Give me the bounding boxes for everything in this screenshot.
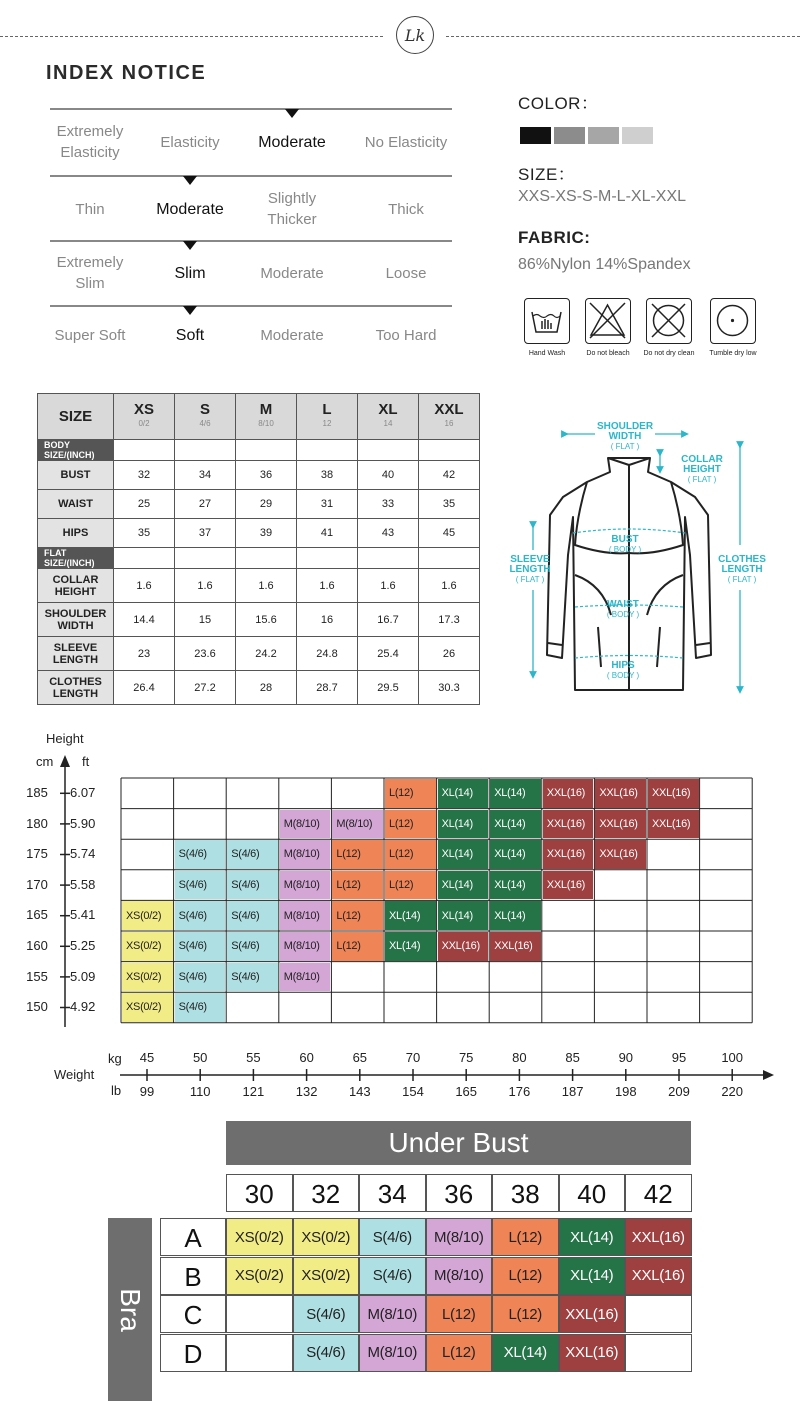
index-option: Slim: [174, 264, 206, 282]
care-label-hand-wash: Hand Wash: [528, 350, 566, 357]
height-cm-label: 180: [26, 815, 48, 831]
bra-size-cell: XXL(16): [559, 1334, 626, 1372]
size-cell: S(4/6): [175, 963, 226, 992]
size-cell: L(12): [332, 901, 383, 930]
height-cm-label: 150: [26, 999, 48, 1015]
weight-kg-label: 75: [458, 1050, 474, 1065]
table-cell: 37: [175, 519, 236, 548]
table-cell: 24.8: [297, 637, 358, 671]
weight-lb-label: 154: [402, 1084, 424, 1099]
size-cell: S(4/6): [227, 901, 278, 930]
bra-size-cell: [625, 1295, 692, 1333]
cup-label: B: [160, 1257, 226, 1295]
size-cell: L(12): [385, 779, 436, 808]
bra-size-cell: XXL(16): [625, 1257, 692, 1295]
size-cell: XXL(16): [438, 932, 489, 961]
index-option: Extremely Elasticity: [56, 123, 124, 161]
bra-size-cell: XS(0/2): [226, 1218, 293, 1256]
table-cell: 24.2: [236, 637, 297, 671]
table-cell: 26.4: [114, 671, 175, 705]
size-cell: S(4/6): [175, 993, 226, 1022]
cup-label: A: [160, 1218, 226, 1256]
size-cell: XL(14): [490, 840, 541, 869]
size-cell: XL(14): [385, 901, 436, 930]
height-ft-label: 5.58: [70, 876, 96, 892]
bra-size-cell: L(12): [492, 1257, 559, 1295]
size-cell: S(4/6): [175, 840, 226, 869]
size-cell: XL(14): [490, 779, 541, 808]
weight-kg-label: 70: [405, 1050, 421, 1065]
bra-side-label-text: Bra: [115, 1287, 146, 1332]
weight-kg-label: 95: [671, 1050, 687, 1065]
size-cell: XL(14): [385, 932, 436, 961]
bra-size-cell: XXL(16): [559, 1295, 626, 1333]
table-cell: 35: [114, 519, 175, 548]
size-cell: S(4/6): [227, 932, 278, 961]
row-label: COLLAR HEIGHT: [38, 569, 114, 603]
table-cell: 17.3: [419, 603, 480, 637]
weight-kg-label: 60: [299, 1050, 314, 1065]
index-option: Loose: [385, 264, 427, 282]
table-cell: 32: [114, 461, 175, 490]
index-option: Soft: [175, 326, 205, 344]
under-bust-band: 30: [226, 1174, 293, 1212]
table-cell: 1.6: [114, 569, 175, 603]
size-name: XXL: [434, 400, 464, 418]
size-us-number: 12: [322, 418, 332, 428]
index-option: Extremely Slim: [56, 254, 124, 292]
height-axis-label: Height: [46, 731, 84, 746]
bra-side-label: [108, 1218, 152, 1401]
under-bust-band: 32: [293, 1174, 360, 1212]
size-cell: M(8/10): [280, 932, 331, 961]
ft-unit-label: ft: [82, 754, 90, 769]
table-cell: 15.6: [236, 603, 297, 637]
bra-size-cell: [625, 1334, 692, 1372]
height-ft-label: 4.92: [70, 999, 96, 1015]
size-cell: XL(14): [490, 810, 541, 839]
care-label-no-dry-clean: Do not dry clean: [643, 350, 695, 357]
fabric-label: FABRIC:: [518, 228, 591, 247]
size-cell: XS(0/2): [122, 901, 173, 930]
table-cell: 28: [236, 671, 297, 705]
care-label-tumble-dry: Tumble dry low: [709, 350, 757, 357]
collar-height-label: COLLAR HEIGHT ( FLAT ): [681, 454, 723, 484]
size-name: S: [199, 400, 210, 418]
hips-label: HIPS ( BODY ): [606, 660, 640, 680]
under-bust-band: 34: [359, 1174, 426, 1212]
table-cell: 43: [358, 519, 419, 548]
row-label: CLOTHES LENGTH: [38, 671, 114, 705]
weight-kg-label: 50: [192, 1050, 208, 1065]
height-ft-label: 5.90: [70, 815, 96, 831]
table-cell: 29: [236, 490, 297, 519]
size-cell: S(4/6): [227, 840, 278, 869]
size-cell: L(12): [385, 871, 436, 900]
bra-size-cell: M(8/10): [426, 1257, 493, 1295]
size-cell: XXL(16): [648, 779, 699, 808]
size-cell: XXL(16): [543, 810, 594, 839]
bra-size-cell: XS(0/2): [293, 1257, 360, 1295]
size-cell: XXL(16): [595, 779, 646, 808]
bra-size-cell: S(4/6): [359, 1257, 426, 1295]
table-cell: 1.6: [297, 569, 358, 603]
sleeve-length-label: SLEEVE LENGTH ( FLAT ): [509, 554, 551, 584]
size-us-number: 14: [383, 418, 393, 428]
size-cell: XXL(16): [595, 840, 646, 869]
bra-size-cell: S(4/6): [359, 1218, 426, 1256]
weight-lb-label: 121: [242, 1084, 265, 1099]
table-cell: 38: [297, 461, 358, 490]
table-cell: 27.2: [175, 671, 236, 705]
weight-kg-label: 90: [618, 1050, 634, 1065]
row-label: HIPS: [38, 519, 114, 548]
height-cm-label: 165: [26, 907, 48, 923]
bust-label: BUST ( BODY ): [608, 534, 642, 554]
size-cell: S(4/6): [175, 901, 226, 930]
bra-size-cell: L(12): [492, 1295, 559, 1333]
weight-lb-label: 187: [561, 1084, 584, 1099]
table-cell: 1.6: [358, 569, 419, 603]
size-corner-header: SIZE: [38, 394, 114, 440]
bra-size-cell: L(12): [426, 1295, 493, 1333]
size-cell: XL(14): [438, 871, 489, 900]
table-cell: 40: [358, 461, 419, 490]
size-us-number: 8/10: [258, 418, 274, 428]
height-ft-label: 5.25: [70, 938, 96, 953]
table-cell: 36: [236, 461, 297, 490]
under-bust-band: 38: [492, 1174, 559, 1212]
size-cell: XXL(16): [648, 810, 699, 839]
height-ft-label: 5.74: [70, 846, 96, 862]
weight-axis: [120, 1068, 780, 1084]
waist-label: WAIST ( BODY ): [606, 599, 640, 619]
row-label: SLEEVE LENGTH: [38, 637, 114, 671]
weight-kg-label: 45: [139, 1050, 155, 1065]
size-cell: S(4/6): [227, 963, 278, 992]
weight-axis-label: Weight: [54, 1067, 95, 1082]
index-option: Moderate: [260, 264, 324, 282]
table-cell: 16: [297, 603, 358, 637]
size-name: XS: [133, 400, 154, 418]
lb-unit-label: lb: [111, 1083, 122, 1098]
size-cell: XL(14): [438, 810, 489, 839]
size-label: SIZE：: [518, 165, 576, 184]
weight-kg-label: 100: [721, 1050, 744, 1065]
weight-lb-label: 209: [668, 1084, 690, 1099]
size-cell: S(4/6): [175, 932, 226, 961]
table-cell: 1.6: [236, 569, 297, 603]
bra-size-cell: M(8/10): [359, 1334, 426, 1372]
size-cell: XXL(16): [543, 840, 594, 869]
table-cell: 25: [114, 490, 175, 519]
size-name: XL: [378, 400, 398, 418]
size-cell: M(8/10): [280, 840, 331, 869]
size-cell: XL(14): [438, 901, 489, 930]
size-cell: M(8/10): [280, 963, 331, 992]
size-range: XXS-XS-S-M-L-XL-XXL: [518, 188, 687, 205]
size-cell: L(12): [332, 932, 383, 961]
height-cm-label: 155: [26, 968, 48, 984]
weight-lb-label: 143: [348, 1084, 371, 1099]
cup-label: D: [160, 1334, 226, 1372]
table-section-header: FLAT SIZE/(INCH): [38, 548, 114, 569]
table-cell: 1.6: [175, 569, 236, 603]
index-notice-title: INDEX NOTICE: [46, 62, 207, 84]
row-label: SHOULDER WIDTH: [38, 603, 114, 637]
size-cell: S(4/6): [175, 871, 226, 900]
table-cell: 28.7: [297, 671, 358, 705]
size-name: L: [322, 400, 332, 418]
table-cell: 34: [175, 461, 236, 490]
table-cell: 35: [419, 490, 480, 519]
table-cell: 29.5: [358, 671, 419, 705]
table-cell: 14.4: [114, 603, 175, 637]
size-cell: XXL(16): [543, 779, 594, 808]
height-cm-label: 175: [26, 846, 48, 862]
size-cell: XS(0/2): [122, 993, 173, 1022]
size-cell: XS(0/2): [122, 932, 173, 961]
table-cell: 27: [175, 490, 236, 519]
index-option: Slightly Thicker: [267, 190, 317, 228]
under-bust-band: 40: [559, 1174, 626, 1212]
table-cell: 26: [419, 637, 480, 671]
bra-size-cell: XS(0/2): [293, 1218, 360, 1256]
cup-label: C: [160, 1295, 226, 1333]
weight-lb-label: 198: [614, 1084, 637, 1099]
size-cell: XS(0/2): [122, 963, 173, 992]
bra-size-cell: XL(14): [492, 1334, 559, 1372]
size-cell: XL(14): [490, 871, 541, 900]
cm-unit-label: cm: [36, 754, 54, 769]
table-section-header: BODY SIZE/(INCH): [38, 440, 114, 461]
kg-unit-label: kg: [108, 1051, 122, 1066]
bra-size-cell: [226, 1334, 293, 1372]
table-cell: 16.7: [358, 603, 419, 637]
bra-size-cell: L(12): [426, 1334, 493, 1372]
weight-lb-label: 220: [721, 1084, 744, 1099]
size-cell: L(12): [332, 871, 383, 900]
under-bust-title: Under Bust: [226, 1121, 691, 1165]
bra-size-cell: S(4/6): [293, 1295, 360, 1333]
table-cell: 15: [175, 603, 236, 637]
size-cell: M(8/10): [332, 810, 383, 839]
clothes-length-label: CLOTHES LENGTH ( FLAT ): [718, 554, 766, 584]
size-cell: S(4/6): [227, 871, 278, 900]
height-cm-label: 160: [26, 938, 48, 953]
index-option: Moderate: [260, 326, 324, 344]
bra-size-cell: S(4/6): [293, 1334, 360, 1372]
index-option: Thin: [75, 200, 105, 218]
size-cell: XL(14): [438, 779, 489, 808]
size-us-number: 16: [444, 418, 454, 428]
bra-size-cell: [226, 1295, 293, 1333]
table-cell: 41: [297, 519, 358, 548]
weight-kg-label: 65: [352, 1050, 368, 1065]
index-option: Super Soft: [54, 326, 126, 344]
fabric-composition: 86%Nylon 14%Spandex: [518, 256, 691, 273]
size-cell: L(12): [385, 810, 436, 839]
height-ft-label: 5.09: [70, 968, 96, 984]
weight-lb-label: 165: [455, 1084, 478, 1099]
size-cell: L(12): [385, 840, 436, 869]
weight-kg-label: 80: [512, 1050, 527, 1065]
weight-kg-label: 85: [565, 1050, 580, 1065]
index-option: Moderate: [258, 133, 326, 151]
weight-lb-label: 132: [295, 1084, 318, 1099]
size-cell: XL(14): [438, 840, 489, 869]
bra-size-cell: M(8/10): [359, 1295, 426, 1333]
table-cell: 25.4: [358, 637, 419, 671]
size-cell: XL(14): [490, 901, 541, 930]
index-option: Moderate: [156, 200, 224, 218]
table-cell: 30.3: [419, 671, 480, 705]
under-bust-band: 36: [426, 1174, 493, 1212]
size-us-number: 4/6: [199, 418, 211, 428]
index-option: Thick: [388, 200, 424, 218]
table-cell: 45: [419, 519, 480, 548]
size-cell: XXL(16): [490, 932, 541, 961]
weight-lb-label: 99: [139, 1084, 155, 1099]
shoulder-width-label: SHOULDER WIDTH ( FLAT ): [596, 421, 654, 451]
table-cell: 39: [236, 519, 297, 548]
under-bust-band: 42: [625, 1174, 692, 1212]
size-cell: XXL(16): [595, 810, 646, 839]
index-option: No Elasticity: [364, 133, 448, 151]
height-ft-label: 6.07: [70, 785, 96, 800]
brand-logo-text: Lk: [404, 25, 426, 45]
size-name: M: [259, 400, 273, 418]
table-cell: 42: [419, 461, 480, 490]
height-cm-label: 185: [26, 785, 48, 800]
size-cell: L(12): [332, 840, 383, 869]
size-cell: M(8/10): [280, 901, 331, 930]
care-label-no-bleach: Do not bleach: [586, 350, 630, 357]
row-label: BUST: [38, 461, 114, 490]
table-cell: 33: [358, 490, 419, 519]
weight-kg-label: 55: [246, 1050, 261, 1065]
bra-size-cell: XS(0/2): [226, 1257, 293, 1295]
table-cell: 23: [114, 637, 175, 671]
index-option: Too Hard: [375, 326, 437, 344]
table-cell: 1.6: [419, 569, 480, 603]
bra-size-cell: L(12): [492, 1218, 559, 1256]
weight-lb-label: 176: [508, 1084, 531, 1099]
color-label: COLOR：: [518, 94, 599, 113]
row-label: WAIST: [38, 490, 114, 519]
height-ft-label: 5.41: [70, 907, 96, 923]
table-cell: 23.6: [175, 637, 236, 671]
size-cell: XXL(16): [543, 871, 594, 900]
size-cell: M(8/10): [280, 810, 331, 839]
table-cell: 31: [297, 490, 358, 519]
weight-lb-label: 110: [189, 1084, 211, 1099]
bra-size-cell: XXL(16): [625, 1218, 692, 1256]
size-cell: M(8/10): [280, 871, 331, 900]
height-cm-label: 170: [26, 876, 48, 892]
index-option: Elasticity: [160, 133, 220, 151]
size-us-number: 0/2: [138, 418, 150, 428]
bra-size-cell: XL(14): [559, 1218, 626, 1256]
bra-size-cell: XL(14): [559, 1257, 626, 1295]
bra-size-cell: M(8/10): [426, 1218, 493, 1256]
